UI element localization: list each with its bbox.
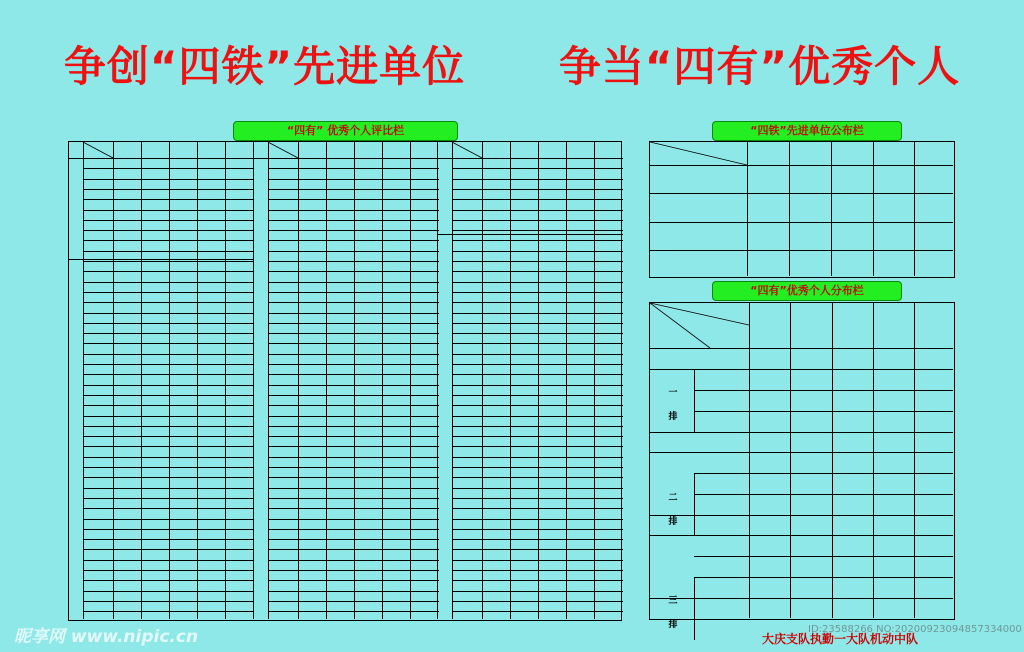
- grid-line: [749, 303, 750, 618]
- grid-line: [268, 508, 439, 509]
- grid-line: [268, 601, 439, 602]
- grid-line: [452, 374, 623, 375]
- grid-line: [83, 333, 254, 334]
- grid-line: [268, 251, 439, 252]
- grid-line: [452, 611, 623, 612]
- grid-line: [789, 142, 790, 276]
- banner-unit: “四铁”先进单位公布栏: [712, 121, 902, 141]
- grid-line: [268, 611, 439, 612]
- grid-line: [452, 426, 623, 427]
- grid-line: [83, 405, 254, 406]
- grid-line: [650, 598, 953, 599]
- diagonal-line: [452, 142, 482, 158]
- grid-line: [83, 395, 254, 396]
- grid-line: [83, 436, 254, 437]
- grid-line: [83, 601, 254, 602]
- grid-line: [268, 374, 439, 375]
- grid-line: [694, 411, 953, 412]
- grid-line: [452, 457, 623, 458]
- grid-line: [452, 405, 623, 406]
- grid-line: [83, 199, 254, 200]
- grid-line: [452, 601, 623, 602]
- grid-line: [452, 580, 623, 581]
- grid-line: [452, 230, 623, 231]
- grid-line: [452, 560, 623, 561]
- grid-line: [832, 303, 833, 618]
- grid-line: [452, 168, 623, 169]
- grid-line: [69, 259, 254, 260]
- grid-line: [914, 142, 915, 276]
- grid-line: [268, 189, 439, 190]
- grid-line: [914, 303, 915, 618]
- grid-line: [452, 313, 623, 314]
- grid-line: [268, 385, 439, 386]
- grid-line: [268, 488, 439, 489]
- header-diagonal: [268, 142, 298, 158]
- grid-line: [197, 142, 198, 619]
- grid-line: [268, 323, 439, 324]
- grid-line: [83, 343, 254, 344]
- watermark-site: 昵享网 www.nipic.cn: [14, 627, 199, 647]
- grid-line: [452, 261, 623, 262]
- grid-line: [83, 354, 254, 355]
- grid-line: [452, 323, 623, 324]
- grid-line: [326, 142, 327, 619]
- grid-line: [268, 498, 439, 499]
- grid-line: [452, 436, 623, 437]
- grid-line: [438, 158, 623, 159]
- grid-line: [452, 251, 623, 252]
- grid-line: [268, 405, 439, 406]
- grid-line: [650, 222, 953, 223]
- grid-line: [382, 142, 383, 619]
- grid-line: [268, 343, 439, 344]
- grid-line: [268, 549, 439, 550]
- grid-line: [83, 142, 84, 619]
- grid-line: [83, 426, 254, 427]
- grid-line: [452, 529, 623, 530]
- group-label: 二 排: [668, 493, 678, 527]
- grid-line: [452, 343, 623, 344]
- rating-table: [68, 141, 622, 621]
- grid-line: [452, 488, 623, 489]
- grid-line: [452, 519, 623, 520]
- grid-line: [452, 498, 623, 499]
- grid-line: [268, 199, 439, 200]
- grid-line: [452, 179, 623, 180]
- grid-line: [452, 570, 623, 571]
- grid-line: [268, 446, 439, 447]
- grid-line: [594, 142, 595, 619]
- grid-line: [452, 282, 623, 283]
- grid-line: [268, 426, 439, 427]
- grid-line: [650, 515, 953, 516]
- grid-line: [83, 189, 254, 190]
- grid-line: [650, 535, 953, 536]
- grid-line: [268, 168, 439, 169]
- grid-line: [452, 591, 623, 592]
- grid-line: [83, 271, 254, 272]
- grid-line: [83, 282, 254, 283]
- grid-line: [268, 230, 439, 231]
- grid-line: [452, 508, 623, 509]
- grid-line: [452, 189, 623, 190]
- header-diagonal: [83, 142, 113, 158]
- grid-line: [83, 446, 254, 447]
- grid-line: [452, 199, 623, 200]
- grid-line: [694, 577, 695, 640]
- grid-line: [452, 292, 623, 293]
- grid-line: [83, 570, 254, 571]
- grid-line: [268, 271, 439, 272]
- grid-line: [268, 179, 439, 180]
- diagonal-lines: [650, 303, 749, 348]
- group-label: 一 排: [668, 388, 678, 422]
- grid-line: [694, 473, 953, 474]
- banner-distribution: “四有”优秀个人分布栏: [712, 281, 902, 301]
- grid-line: [268, 570, 439, 571]
- grid-line: [298, 142, 299, 619]
- grid-line: [452, 467, 623, 468]
- grid-line: [452, 477, 623, 478]
- grid-line: [83, 488, 254, 489]
- grid-line: [452, 210, 623, 211]
- grid-line: [566, 142, 567, 619]
- grid-line: [482, 142, 483, 619]
- grid-line: [694, 577, 953, 578]
- grid-line: [113, 142, 114, 619]
- grid-line: [268, 457, 439, 458]
- grid-line: [694, 369, 695, 432]
- footer-unit: 大庆支队执勤一大队机动中队: [762, 632, 919, 646]
- diagonal-line: [650, 142, 747, 165]
- grid-line: [83, 251, 254, 252]
- grid-line: [410, 142, 411, 619]
- grid-line: [83, 179, 254, 180]
- group-label: 三 排: [668, 596, 678, 630]
- grid-line: [83, 498, 254, 499]
- grid-line: [268, 282, 439, 283]
- grid-line: [747, 142, 748, 276]
- grid-line: [452, 142, 453, 619]
- grid-line: [254, 158, 439, 159]
- grid-line: [873, 303, 874, 618]
- grid-line: [83, 549, 254, 550]
- grid-line: [83, 508, 254, 509]
- grid-line: [694, 494, 953, 495]
- grid-line: [83, 467, 254, 468]
- grid-line: [650, 165, 953, 166]
- grid-line: [452, 240, 623, 241]
- grid-line: [83, 519, 254, 520]
- grid-line: [83, 560, 254, 561]
- page-title: 争创“四铁”先进单位 争当“四有”优秀个人: [63, 42, 961, 91]
- grid-line: [83, 292, 254, 293]
- grid-line: [437, 142, 438, 619]
- grid-line: [452, 416, 623, 417]
- grid-line: [268, 302, 439, 303]
- grid-line: [268, 580, 439, 581]
- grid-line: [83, 302, 254, 303]
- header-diagonal: [452, 142, 482, 158]
- grid-line: [268, 477, 439, 478]
- grid-line: [268, 436, 439, 437]
- distribution-table: [649, 302, 955, 630]
- watermark-id: ID:23588266 NO:20200923094857334000: [808, 624, 1022, 635]
- grid-line: [452, 354, 623, 355]
- grid-line: [268, 210, 439, 211]
- grid-line: [268, 467, 439, 468]
- grid-line: [268, 364, 439, 365]
- grid-line: [694, 556, 953, 557]
- grid-line: [452, 385, 623, 386]
- grid-line: [354, 142, 355, 619]
- grid-line: [83, 529, 254, 530]
- grid-line: [83, 261, 254, 262]
- grid-line: [83, 220, 254, 221]
- grid-line: [694, 474, 695, 536]
- diagonal-line: [268, 142, 298, 158]
- header-diagonal: [650, 142, 747, 165]
- banner-rating: “四有” 优秀个人评比栏: [233, 121, 458, 141]
- grid-line: [169, 142, 170, 619]
- grid-line: [268, 292, 439, 293]
- grid-line: [650, 452, 953, 453]
- grid-line: [83, 539, 254, 540]
- grid-line: [83, 457, 254, 458]
- grid-line: [452, 539, 623, 540]
- grid-line: [268, 261, 439, 262]
- grid-line: [268, 560, 439, 561]
- grid-line: [452, 333, 623, 334]
- grid-line: [831, 142, 832, 276]
- grid-line: [650, 348, 953, 349]
- grid-line: [83, 580, 254, 581]
- grid-line: [268, 591, 439, 592]
- grid-line: [83, 385, 254, 386]
- grid-line: [452, 364, 623, 365]
- grid-line: [650, 250, 953, 251]
- grid-line: [650, 193, 953, 194]
- grid-line: [83, 374, 254, 375]
- grid-line: [268, 333, 439, 334]
- grid-line: [268, 416, 439, 417]
- grid-line: [452, 220, 623, 221]
- grid-line: [83, 477, 254, 478]
- grid-line: [268, 529, 439, 530]
- grid-line: [83, 611, 254, 612]
- header-diagonal: [650, 303, 749, 348]
- grid-line: [452, 395, 623, 396]
- grid-line: [538, 142, 539, 619]
- grid-line: [141, 142, 142, 619]
- grid-line: [268, 240, 439, 241]
- grid-line: [268, 354, 439, 355]
- grid-line: [225, 142, 226, 619]
- grid-line: [83, 240, 254, 241]
- grid-line: [452, 549, 623, 550]
- grid-line: [253, 142, 254, 619]
- grid-line: [83, 168, 254, 169]
- grid-line: [452, 446, 623, 447]
- grid-line: [83, 210, 254, 211]
- grid-line: [83, 364, 254, 365]
- grid-line: [268, 519, 439, 520]
- grid-line: [83, 591, 254, 592]
- grid-line: [268, 395, 439, 396]
- grid-line: [438, 234, 623, 235]
- grid-line: [268, 539, 439, 540]
- grid-line: [69, 158, 254, 159]
- grid-line: [268, 313, 439, 314]
- grid-line: [694, 390, 953, 391]
- grid-line: [83, 313, 254, 314]
- grid-line: [83, 323, 254, 324]
- grid-line: [650, 432, 953, 433]
- unit-table: [649, 141, 955, 278]
- grid-line: [83, 416, 254, 417]
- diagonal-line: [83, 142, 113, 158]
- grid-line: [452, 302, 623, 303]
- grid-line: [650, 369, 953, 370]
- grid-line: [268, 142, 269, 619]
- grid-line: [510, 142, 511, 619]
- grid-line: [873, 142, 874, 276]
- grid-line: [452, 271, 623, 272]
- grid-line: [790, 303, 791, 618]
- grid-line: [83, 230, 254, 231]
- grid-line: [268, 220, 439, 221]
